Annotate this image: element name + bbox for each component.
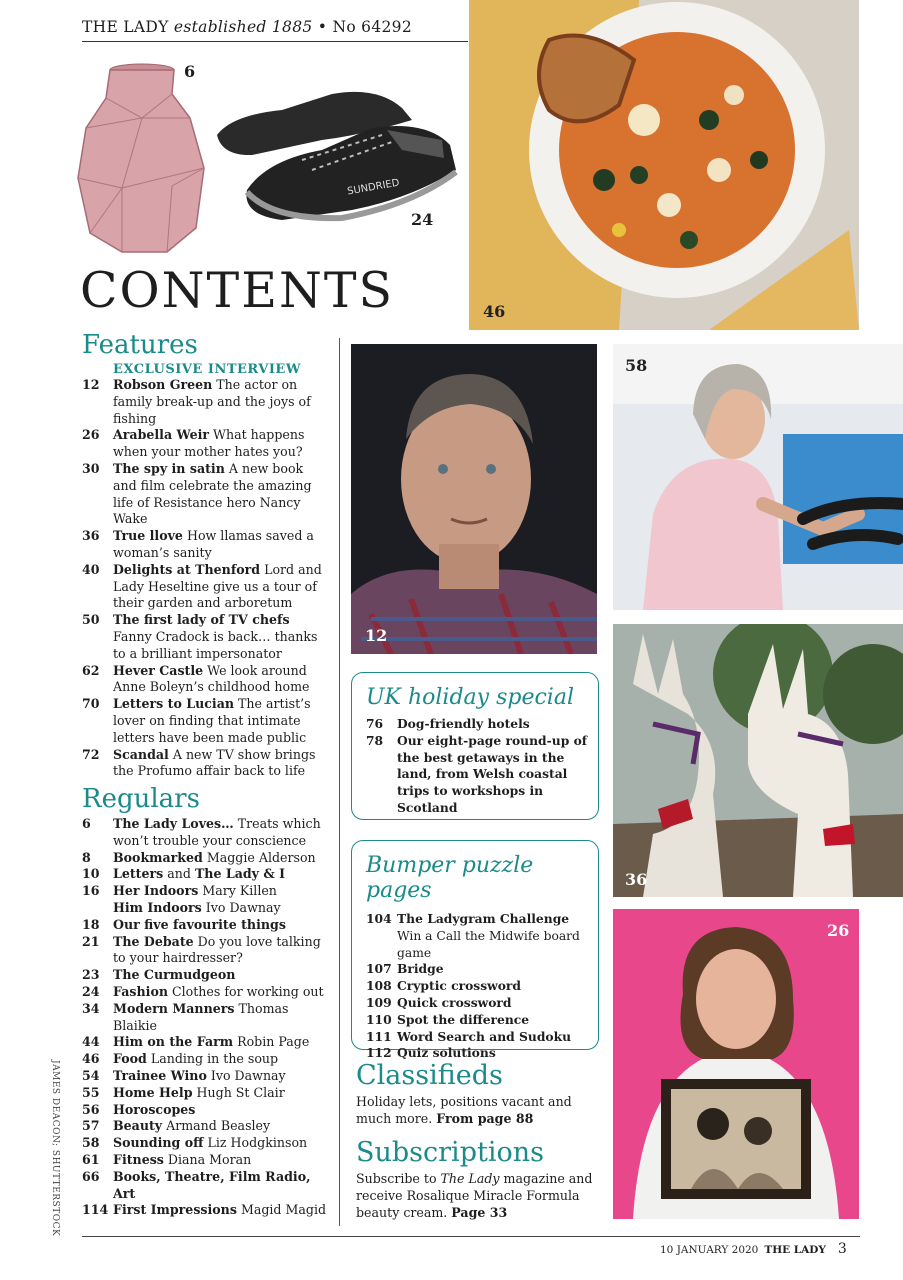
entry-title: Quiz solutions bbox=[397, 1045, 496, 1061]
entry-page-number: 104 bbox=[366, 911, 392, 926]
regulars-heading: Regulars bbox=[82, 784, 200, 814]
page-footer bbox=[660, 1241, 847, 1257]
list-item bbox=[82, 1202, 327, 1219]
entry-title-2: The Lady & I bbox=[194, 866, 286, 882]
entry-text bbox=[113, 562, 327, 612]
entry-text bbox=[397, 961, 588, 978]
list-item bbox=[366, 928, 588, 962]
entry-text bbox=[397, 1029, 588, 1046]
entry-description: A new book and film celebrate the amazing life of Resistance hero Nancy Wake bbox=[113, 460, 312, 527]
masthead bbox=[82, 18, 468, 42]
list-item bbox=[82, 461, 327, 528]
list-item bbox=[82, 816, 327, 850]
subscriptions-desc-1: Subscribe to bbox=[356, 1171, 441, 1186]
entry-text bbox=[113, 461, 327, 528]
entry-page-number: 58 bbox=[82, 1135, 100, 1151]
entry-page-number: 54 bbox=[82, 1067, 100, 1083]
entry-title: Robson Green bbox=[113, 377, 213, 392]
entry-page-number: 57 bbox=[82, 1118, 100, 1134]
entry-description: Ivo Dawnay bbox=[201, 899, 281, 915]
entry-title: Her Indoors bbox=[113, 883, 199, 899]
entry-description: The artist’s lover on finding that intimate letters have been made public bbox=[113, 696, 311, 745]
entry-description: Lord and Lady Heseltine give us a tour of their garden and arboretum bbox=[113, 561, 322, 611]
entry-description: Landing in the soup bbox=[146, 1051, 279, 1067]
entry-title: Our eight-page round-up of the best getaways in the land, from Welsh coastal trips to workshops in Scotland bbox=[397, 732, 588, 815]
entry-text bbox=[113, 1001, 327, 1035]
entry-title: Letters bbox=[113, 866, 164, 882]
regulars-list bbox=[82, 816, 327, 1219]
entry-page-number: 30 bbox=[82, 460, 100, 476]
entry-text bbox=[113, 883, 327, 900]
list-item bbox=[82, 612, 327, 662]
entry-page-number: 112 bbox=[366, 1045, 392, 1061]
entry-page-number: 50 bbox=[82, 612, 100, 628]
entry-title: Trainee Wino bbox=[113, 1067, 207, 1083]
entry-title: Delights at Thenford bbox=[113, 561, 261, 577]
entry-title: Dog-friendly hotels bbox=[397, 716, 530, 731]
entry-text bbox=[113, 747, 327, 781]
entry-page-number: 16 bbox=[82, 883, 100, 899]
features-heading: Features bbox=[82, 330, 198, 360]
entry-title: Horoscopes bbox=[113, 1101, 196, 1117]
list-item bbox=[366, 995, 588, 1012]
page-title: CONTENTS bbox=[80, 262, 395, 319]
entry-description: Liz Hodgkinson bbox=[203, 1135, 308, 1151]
entry-text bbox=[113, 917, 327, 934]
entry-page-number: 24 bbox=[82, 983, 100, 999]
masthead-brand: THE LADY bbox=[82, 18, 169, 36]
entry-title: Spot the difference bbox=[397, 1011, 530, 1027]
entry-page-number: 26 bbox=[82, 427, 100, 443]
subscriptions-text bbox=[356, 1170, 596, 1221]
entry-title: Fashion bbox=[113, 983, 168, 999]
entry-title: First Impressions bbox=[113, 1202, 237, 1218]
entry-text bbox=[397, 1012, 588, 1029]
entry-page-number: 61 bbox=[82, 1151, 100, 1167]
entry-text bbox=[113, 866, 327, 883]
regulars-section bbox=[82, 784, 327, 1219]
entry-description: Win a Call the Midwife board game bbox=[397, 928, 580, 960]
entry-description: Mary Killen bbox=[198, 883, 277, 899]
entry-description: We look around Anne Boleyn’s childhood home bbox=[113, 662, 310, 695]
entry-description: The actor on family break-up and the joys of fishing bbox=[113, 377, 311, 426]
entry-title: Quick crossword bbox=[397, 994, 512, 1010]
entry-title: The first lady of TV chefs bbox=[113, 612, 290, 628]
list-item bbox=[82, 850, 327, 867]
list-item bbox=[82, 528, 327, 562]
robson-green-photo bbox=[351, 344, 597, 654]
entry-page-number: 46 bbox=[82, 1051, 100, 1067]
entry-text bbox=[397, 928, 588, 962]
entry-page-number bbox=[82, 900, 113, 917]
entry-page-number: 8 bbox=[82, 849, 91, 865]
masthead-issue: No 64292 bbox=[332, 18, 412, 36]
entry-page-number: 62 bbox=[82, 662, 100, 678]
entry-page-number: 56 bbox=[82, 1101, 100, 1117]
entry-text bbox=[397, 733, 588, 817]
list-item bbox=[82, 1118, 327, 1135]
entry-page-number: 78 bbox=[366, 732, 384, 748]
entry-description: Magid Magid bbox=[236, 1202, 327, 1218]
list-item bbox=[366, 911, 588, 928]
list-item bbox=[82, 427, 327, 461]
entry-title: Food bbox=[113, 1051, 147, 1067]
entry-title: Letters to Lucian bbox=[113, 696, 235, 712]
entry-text bbox=[113, 1051, 327, 1068]
entry-description: How llamas saved a woman’s sanity bbox=[113, 528, 314, 560]
entry-text bbox=[113, 612, 327, 662]
entry-page-number: 111 bbox=[366, 1028, 392, 1044]
list-item bbox=[82, 696, 327, 746]
entry-page-number: 21 bbox=[82, 933, 100, 949]
subscriptions-desc-2: magazine and receive Rosalique Miracle Formula beauty cream. bbox=[356, 1171, 593, 1220]
entry-title: The Curmudgeon bbox=[113, 967, 236, 983]
entry-text bbox=[113, 1169, 327, 1203]
entry-page-number: 36 bbox=[82, 528, 100, 544]
list-item bbox=[366, 1029, 588, 1046]
classifieds-page-link: From page 88 bbox=[436, 1111, 534, 1126]
uk-holiday-heading: UK holiday special bbox=[366, 685, 574, 710]
classifieds-desc: Holiday lets, positions vacant and much more. bbox=[356, 1094, 572, 1126]
features-section bbox=[82, 330, 327, 780]
features-list bbox=[82, 377, 327, 780]
entry-text bbox=[397, 911, 588, 928]
classifieds-heading: Classifieds bbox=[356, 1060, 503, 1091]
portrait-man-image bbox=[351, 344, 597, 654]
entry-title: The Lady Loves… bbox=[113, 816, 234, 831]
list-item bbox=[82, 984, 327, 1001]
list-item bbox=[82, 1034, 327, 1051]
soup-photo bbox=[469, 0, 859, 330]
entry-page-number: 12 bbox=[82, 377, 100, 392]
list-item bbox=[82, 883, 327, 900]
entry-title: Fitness bbox=[113, 1151, 164, 1167]
classifieds-text bbox=[356, 1093, 596, 1127]
list-item bbox=[366, 1012, 588, 1029]
entry-page-number: 72 bbox=[82, 746, 100, 762]
entry-text bbox=[113, 427, 327, 461]
entry-page-number: 34 bbox=[82, 1000, 100, 1016]
entry-text bbox=[113, 850, 327, 867]
entry-page-number bbox=[366, 928, 397, 962]
vase-photo bbox=[72, 58, 212, 258]
list-item bbox=[82, 1152, 327, 1169]
black-water-shoes-image bbox=[212, 80, 462, 230]
entry-text bbox=[113, 1034, 327, 1051]
uk-holiday-box bbox=[351, 672, 599, 820]
classifieds-section bbox=[356, 1060, 596, 1127]
list-item bbox=[82, 934, 327, 968]
entry-description: What happens when your mother hates you? bbox=[113, 427, 305, 460]
list-item bbox=[366, 733, 588, 817]
entry-page-number: 66 bbox=[82, 1168, 100, 1184]
entry-page-number: 107 bbox=[366, 961, 392, 977]
woman-exercise-bike-image bbox=[613, 344, 903, 610]
entry-title: Books, Theatre, Film Radio, Art bbox=[113, 1168, 311, 1201]
entry-description: Fanny Cradock is back… thanks to a brilliant impersonator bbox=[113, 628, 318, 661]
entry-text bbox=[113, 1118, 327, 1135]
entry-description: Ivo Dawnay bbox=[206, 1067, 286, 1083]
entry-page-number: 40 bbox=[82, 561, 100, 577]
list-item bbox=[82, 866, 327, 883]
entry-page-number: 76 bbox=[366, 716, 384, 731]
list-item bbox=[82, 967, 327, 984]
entry-text bbox=[113, 984, 327, 1001]
entry-text bbox=[113, 528, 327, 562]
entry-description: Hugh St Clair bbox=[192, 1084, 285, 1100]
entry-text bbox=[113, 816, 327, 850]
fitness-photo bbox=[613, 344, 903, 610]
entry-text bbox=[113, 1102, 327, 1119]
entry-title: The spy in satin bbox=[113, 460, 225, 476]
entry-description: Clothes for working out bbox=[168, 983, 324, 999]
list-item bbox=[82, 900, 327, 917]
features-subheading: EXCLUSIVE INTERVIEW bbox=[113, 362, 301, 377]
subscriptions-magazine: The Lady bbox=[440, 1171, 500, 1186]
entry-title: Him on the Farm bbox=[113, 1034, 234, 1050]
entry-text bbox=[113, 934, 327, 968]
fitness-page-number: 58 bbox=[625, 356, 648, 375]
entry-title: Modern Manners bbox=[113, 1000, 235, 1016]
list-item bbox=[82, 663, 327, 697]
subscriptions-page-link: Page 33 bbox=[451, 1205, 508, 1220]
entry-description: Maggie Alderson bbox=[202, 849, 316, 865]
entry-text bbox=[113, 1085, 327, 1102]
entry-description: Diana Moran bbox=[163, 1151, 252, 1167]
woman-holding-photo-image bbox=[613, 909, 859, 1219]
entry-title: Sounding off bbox=[113, 1135, 204, 1151]
pink-glass-vase-image bbox=[72, 58, 212, 258]
entry-title: Our five favourite things bbox=[113, 916, 286, 932]
entry-description: Thomas Blaikie bbox=[113, 1000, 289, 1033]
entry-title: Cryptic crossword bbox=[397, 978, 522, 994]
entry-page-number: 18 bbox=[82, 916, 100, 932]
masthead-established: established 1885 bbox=[173, 18, 313, 36]
list-item bbox=[82, 1068, 327, 1085]
entry-text bbox=[397, 716, 588, 733]
entry-description: and bbox=[163, 866, 195, 882]
masthead-separator: • bbox=[317, 18, 328, 36]
list-item bbox=[82, 1102, 327, 1119]
entry-title: Hever Castle bbox=[113, 662, 204, 678]
entry-text bbox=[113, 1152, 327, 1169]
entry-page-number: 114 bbox=[82, 1202, 109, 1218]
list-item bbox=[366, 716, 588, 733]
vase-page-number: 6 bbox=[184, 62, 196, 81]
list-item bbox=[366, 961, 588, 978]
list-item bbox=[82, 1051, 327, 1068]
entry-title: Bookmarked bbox=[113, 849, 203, 865]
arabella-weir-photo bbox=[613, 909, 859, 1219]
entry-text bbox=[113, 900, 327, 917]
entry-title: The Ladygram Challenge bbox=[397, 911, 570, 926]
footer-page-number: 3 bbox=[837, 1241, 847, 1257]
entry-title: Home Help bbox=[113, 1084, 193, 1100]
subscriptions-heading: Subscriptions bbox=[356, 1137, 544, 1168]
entry-text bbox=[113, 663, 327, 697]
footer-date: 10 JANUARY 2020 bbox=[660, 1244, 759, 1256]
soup-page-number: 46 bbox=[483, 302, 506, 321]
photo-credit: JAMES DEACON; SHUTTERSTOCK bbox=[50, 1060, 60, 1237]
entry-page-number: 6 bbox=[82, 816, 91, 831]
list-item bbox=[82, 1169, 327, 1203]
arabella-page-number: 26 bbox=[827, 921, 850, 940]
list-item bbox=[82, 1085, 327, 1102]
shoes-photo bbox=[212, 80, 468, 240]
entry-text bbox=[113, 967, 327, 984]
list-item bbox=[82, 377, 327, 427]
entry-page-number: 70 bbox=[82, 696, 100, 712]
entry-description: Robin Page bbox=[233, 1034, 310, 1050]
entry-text bbox=[113, 696, 327, 746]
two-llamas-image bbox=[613, 624, 903, 897]
entry-title: Him Indoors bbox=[113, 899, 202, 915]
entry-page-number: 55 bbox=[82, 1084, 100, 1100]
entry-page-number: 44 bbox=[82, 1034, 100, 1050]
shoes-page-number: 24 bbox=[411, 210, 434, 229]
footer-brand: THE LADY bbox=[764, 1244, 826, 1256]
entry-text bbox=[397, 995, 588, 1012]
entry-text bbox=[113, 1202, 327, 1219]
entry-title: Bridge bbox=[397, 961, 444, 977]
entry-page-number: 109 bbox=[366, 994, 392, 1010]
list-item bbox=[366, 978, 588, 995]
entry-text bbox=[397, 978, 588, 995]
entry-description: A new TV show brings the Profumo affair back to life bbox=[113, 746, 316, 779]
holiday-list bbox=[366, 716, 588, 817]
entry-page-number: 23 bbox=[82, 967, 100, 983]
entry-page-number: 108 bbox=[366, 978, 392, 994]
entry-page-number: 110 bbox=[366, 1011, 392, 1027]
list-item bbox=[82, 562, 327, 612]
puzzle-pages-box bbox=[351, 840, 599, 1061]
entry-description: Treats which won’t trouble your conscience bbox=[113, 816, 321, 848]
column-divider bbox=[339, 338, 340, 1226]
entry-page-number: 10 bbox=[82, 866, 100, 882]
entry-title: True llove bbox=[113, 528, 183, 544]
llamas-photo bbox=[613, 624, 903, 897]
list-item bbox=[82, 747, 327, 781]
llamas-page-number: 36 bbox=[625, 870, 648, 889]
entry-description: Armand Beasley bbox=[162, 1118, 271, 1134]
entry-title: The Debate bbox=[113, 933, 194, 949]
subscriptions-section bbox=[356, 1137, 596, 1221]
list-item bbox=[82, 1001, 327, 1035]
robson-page-number: 12 bbox=[365, 626, 388, 645]
shoe-brand-label: SUNDRIED bbox=[346, 177, 401, 198]
list-item bbox=[82, 1135, 327, 1152]
entry-description: Do you love talking to your hairdresser? bbox=[113, 933, 321, 966]
footer-rule bbox=[82, 1236, 860, 1237]
entry-text bbox=[113, 1068, 327, 1085]
entry-title: Word Search and Sudoku bbox=[397, 1028, 572, 1044]
bowl-of-soup-image bbox=[469, 0, 859, 330]
entry-text bbox=[113, 1135, 327, 1152]
puzzle-pages-heading: Bumper puzzle pages bbox=[366, 853, 534, 903]
puzzles-list bbox=[366, 911, 588, 1062]
entry-title: Scandal bbox=[113, 746, 169, 762]
entry-text bbox=[113, 377, 327, 427]
entry-title: Beauty bbox=[113, 1118, 163, 1134]
entry-title: Arabella Weir bbox=[113, 427, 210, 443]
list-item bbox=[82, 917, 327, 934]
